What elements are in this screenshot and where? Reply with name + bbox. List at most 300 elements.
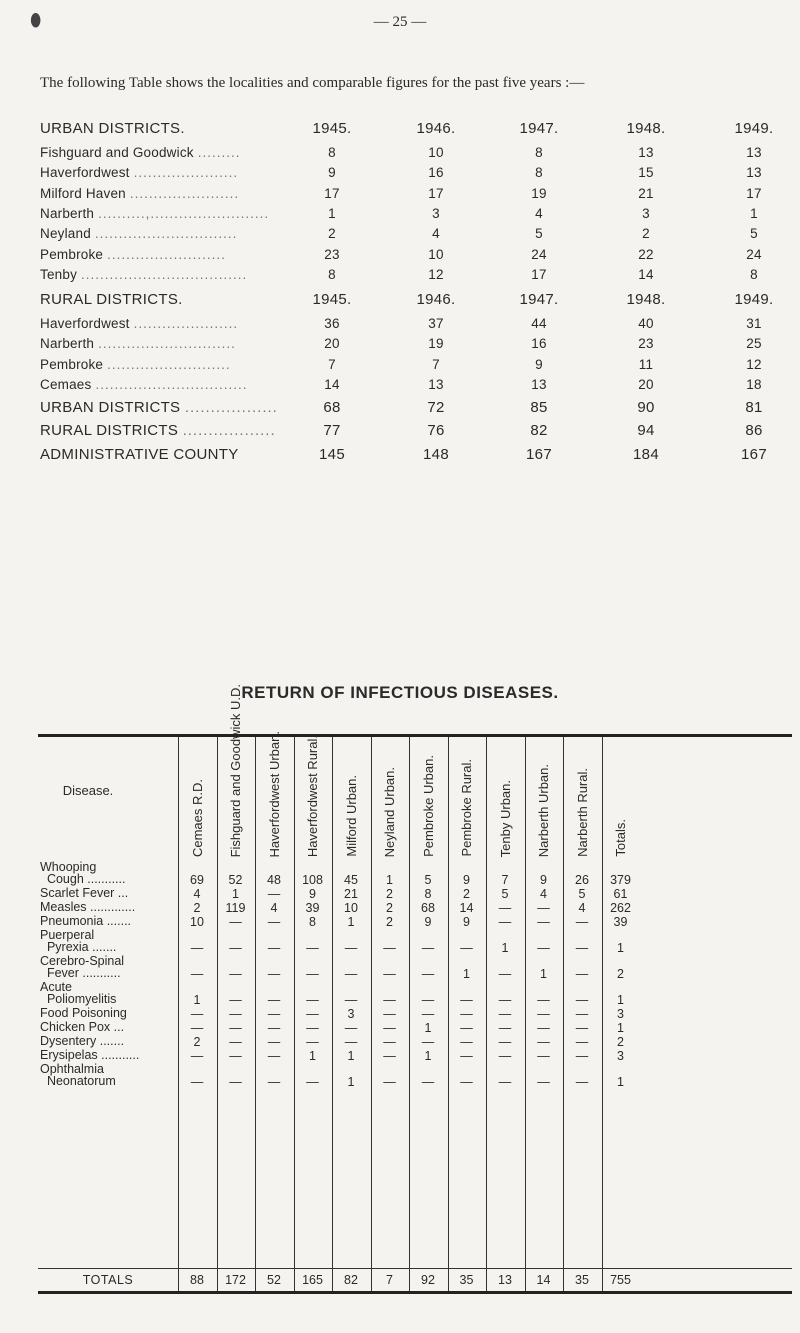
disease-cell: 1 [617,1021,624,1035]
disease-cell: — [229,1021,242,1035]
urban-row-value: 1 [328,205,336,221]
rural-row-label [40,357,340,372]
urban-row-label [40,145,340,160]
rural-row-value: 36 [324,316,340,331]
disease-cell: 10 [190,915,204,929]
urban-year-header: 1947. [519,120,559,137]
disease-cell: 1 [309,1049,316,1063]
disease-name-line: Pneumonia ....... [40,914,132,928]
disease-cell: 3 [617,1049,624,1063]
disease-cell: — [306,1021,319,1035]
disease-name [40,861,178,885]
disease-cell: 9 [463,873,470,887]
disease-cell: 108 [302,873,323,887]
disease-cell: 1 [540,967,547,981]
column-header [183,741,211,857]
rural-row-name: Haverfordwest [40,316,130,331]
disease-name-line: Neonatorum [40,1074,116,1088]
disease-cell: 379 [610,873,631,887]
column-header-label: Haverfordwest Rural. [305,734,320,857]
disease-cell: — [267,915,281,929]
disease-cell: 2 [386,901,393,915]
column-header [453,741,481,857]
disease-name-line: Pyrexia ....... [40,940,117,954]
column-header-label: Pembroke Urban. [420,755,436,857]
corner-mark: ⬮ [30,10,42,30]
urban-row-value: 3 [642,205,650,221]
disease-cell: 5 [501,887,509,901]
urban-row-value: 13 [746,165,762,181]
disease-cell: — [537,915,550,929]
disease-name [40,981,178,1005]
urban-row-value: 5 [535,226,543,242]
column-header-label: Totals. [613,819,628,857]
disease-cell: — [267,993,281,1007]
urban-row-label [40,267,340,282]
summary-row-name: URBAN DISTRICTS [40,399,181,416]
totals-cell: 172 [225,1273,246,1287]
urban-row-leader: ......... [197,145,241,160]
disease-cell: 26 [575,873,589,887]
rural-row-value: 37 [428,316,444,331]
disease-cell: 2 [386,887,393,901]
disease-cell: — [306,967,319,981]
column-header-label: Tenby Urban. [497,779,513,857]
disease-cell: — [421,1035,435,1049]
rural-row-value: 19 [428,336,444,352]
disease-cell: 1 [617,941,624,955]
disease-cell: — [460,993,473,1007]
totals-cell: 82 [344,1273,358,1287]
disease-name [40,887,178,899]
summary-row-value: 167 [526,446,552,463]
column-header [299,734,327,857]
disease-cell: — [190,1049,204,1063]
disease-name-line: Acute [40,980,72,994]
disease-name-line: Food Poisoning [40,1006,127,1020]
rural-row-name: Narberth [40,336,95,352]
summary-row-label [40,422,340,439]
disease-cell: — [344,993,358,1007]
disease-cell: 9 [463,915,470,929]
column-header [222,683,250,857]
column-header-label: Pembroke Rural. [459,759,474,857]
disease-cell: — [460,1021,473,1035]
column-header [337,741,365,857]
disease-cell: — [575,967,589,981]
disease-cell: — [344,1021,358,1035]
rural-year-header: 1947. [519,291,559,308]
disease-cell: 9 [540,873,547,887]
disease-cell: — [267,887,281,901]
urban-row-value: 13 [638,145,654,160]
disease-name [40,1049,178,1061]
rural-row-label [40,377,340,392]
urban-row-name: Milford Haven [40,185,126,201]
disease-name [40,929,178,953]
disease-cell: 8 [309,915,316,929]
totals-cell: 35 [459,1273,474,1287]
disease-name-line: Ophthalmia [40,1062,104,1076]
disease-cell: — [537,941,550,955]
rural-row-value: 14 [324,376,340,392]
urban-row-value: 15 [638,165,654,181]
disease-name-line: Poliomyelitis [40,992,117,1006]
column-header-label: Narberth Rural. [574,768,590,857]
urban-row-value: 21 [638,185,654,201]
disease-cell: — [498,901,512,915]
urban-row-value: 8 [750,266,758,282]
column-header-label: Milford Urban. [343,775,359,857]
disease-cell: — [229,1007,242,1021]
disease-cell: — [267,1021,281,1035]
disease-cell: — [344,1035,358,1049]
disease-cell: 52 [228,873,243,887]
disease-cell: — [575,1007,589,1021]
disease-cell: 39 [613,915,628,929]
disease-cell: 1 [617,993,624,1007]
rural-row-label [40,336,340,351]
rural-row-leader: ............................. [98,336,236,352]
disease-cell: — [267,967,281,981]
summary-row-value: 94 [637,422,655,439]
totals-cell: 7 [386,1273,393,1287]
totals-cell: 92 [421,1273,435,1287]
disease-cell: 4 [193,887,201,901]
rural-year-header: 1948. [626,291,666,308]
totals-cell: 13 [498,1273,512,1287]
disease-cell: — [267,1007,281,1021]
disease-cell: — [421,1007,435,1021]
disease-cell: — [383,993,396,1007]
disease-cell: — [383,1075,396,1089]
summary-row-value: 86 [745,422,763,439]
urban-row-name: Tenby [40,266,78,282]
disease-cell: 9 [309,887,316,901]
disease-cell: 3 [347,1007,355,1021]
disease-cell: 1 [347,915,355,929]
rural-row-leader: ...................... [133,316,239,331]
summary-row-leader: .................. [182,422,276,439]
disease-cell: — [498,915,512,929]
urban-row-value: 2 [328,226,336,242]
disease-cell: 61 [613,887,628,901]
urban-row-value: 19 [531,185,547,201]
totals-cell: 165 [302,1273,323,1287]
disease-cell: — [575,1021,589,1035]
disease-name [40,1035,178,1047]
rural-year-header: 1946. [416,291,456,308]
urban-row-value: 5 [750,226,758,242]
rural-row-value: 23 [638,336,654,352]
disease-cell: — [267,1049,281,1063]
disease-cell: 1 [347,1049,355,1063]
disease-cell: — [190,941,204,955]
urban-row-value: 14 [638,266,654,282]
disease-cell: — [344,941,358,955]
disease-cell: — [537,1075,550,1089]
rural-row-value: 16 [531,336,547,352]
column-header [376,741,404,857]
disease-cell: 9 [424,915,432,929]
urban-row-value: 1 [750,205,758,221]
urban-row-value: 23 [324,246,340,262]
urban-row-value: 16 [428,165,444,181]
disease-cell: — [229,1075,242,1089]
rural-row-leader: .......................... [107,356,231,372]
summary-row-label [40,446,340,463]
column-header-label: Narberth Urban. [536,763,551,857]
disease-cell: 45 [344,873,358,887]
column-header [491,741,519,857]
disease-name [40,1021,178,1033]
disease-cell: — [498,1007,512,1021]
totals-cell: 52 [267,1273,281,1287]
disease-cell: — [229,967,242,981]
urban-row-value: 13 [746,145,762,160]
rural-heading: RURAL DISTRICTS. [40,291,183,308]
summary-row-value: 184 [633,446,659,463]
disease-cell: — [537,993,550,1007]
column-header [260,730,288,857]
disease-cell: 8 [424,887,432,901]
summary-row-label [40,399,340,416]
disease-cell: — [190,1021,204,1035]
disease-cell: 1 [617,1075,624,1089]
disease-cell: — [575,915,589,929]
disease-cell: — [306,993,319,1007]
urban-row-value: 24 [531,246,547,262]
summary-row-value: 85 [530,399,548,416]
disease-name-line: Measles ............. [40,900,136,914]
rural-row-name: Pembroke [40,356,104,372]
disease-cell: — [421,941,435,955]
totals-label: TOTALS [82,1273,134,1287]
column-header-label: Neyland Urban. [382,766,397,857]
urban-row-value: 4 [535,205,543,221]
rural-row-value: 12 [746,356,762,372]
disease-cell: — [190,967,204,981]
urban-row-value: 22 [638,246,654,262]
summary-row-value: 148 [423,446,449,463]
rural-row-value: 25 [746,336,762,352]
disease-cell: 119 [225,901,246,915]
urban-year-header: 1949. [734,120,774,137]
urban-row-leader: .............................. [94,226,238,242]
disease-cell: — [267,1075,281,1089]
disease-cell: 1 [386,873,393,887]
column-header-label: Fishguard and Goodwick U.D. [228,683,243,857]
disease-cell: — [229,941,242,955]
disease-cell: — [383,1021,396,1035]
disease-name-line: Dysentery ....... [40,1034,125,1048]
urban-row-value: 10 [428,246,444,262]
rural-year-header: 1949. [734,291,774,308]
summary-row-value: 68 [323,399,341,416]
disease-cell: 68 [421,901,435,915]
disease-cell: 21 [344,887,358,901]
urban-row-value: 17 [531,266,547,282]
urban-row-label [40,206,340,221]
disease-cell: — [537,901,550,915]
disease-cell: 1 [463,967,470,981]
urban-row-label [40,247,340,262]
disease-cell: — [460,1049,473,1063]
disease-cell: 2 [386,915,393,929]
disease-cell: 4 [578,901,586,915]
disease-cell: — [498,1035,512,1049]
totals-cell: 35 [575,1273,589,1287]
disease-name-line: Erysipelas ........... [40,1048,140,1062]
disease-cell: — [575,1075,589,1089]
summary-row-name: RURAL DISTRICTS [40,422,179,439]
disease-cell: — [575,1049,589,1063]
disease-name-line: Scarlet Fever ... [40,886,129,900]
disease-cell: — [537,1021,550,1035]
rural-row-value: 31 [746,316,762,331]
disease-cell: 1 [424,1021,432,1035]
disease-cell: — [306,941,319,955]
disease-cell: — [267,941,281,955]
disease-cell: 1 [501,941,509,955]
summary-row-value: 145 [319,446,345,463]
urban-row-name: Haverfordwest [40,165,130,181]
disease-cell: — [383,1007,396,1021]
disease-cell: 2 [193,1035,201,1049]
disease-cell: 7 [501,873,509,887]
urban-row-value: 24 [746,246,762,262]
column-header-label: Cemaes R.D. [189,778,205,857]
urban-row-value: 17 [428,185,444,201]
disease-cell: — [383,1035,396,1049]
disease-cell: — [498,1049,512,1063]
disease-cell: — [229,993,242,1007]
urban-row-label [40,226,340,241]
urban-row-value: 17 [324,185,340,201]
disease-cell: — [229,915,242,929]
summary-row-value: 72 [427,399,445,416]
disease-column-header: Disease. [62,783,114,798]
disease-cell: — [306,1007,319,1021]
disease-name-line: Fever ........... [40,966,121,980]
disease-cell: 5 [578,887,586,901]
disease-cell: — [421,1075,435,1089]
urban-row-value: 8 [328,145,336,160]
rural-year-header: 1945. [312,291,352,308]
disease-cell: 2 [463,887,470,901]
summary-row-name: ADMINISTRATIVE COUNTY [40,446,239,463]
urban-row-value: 2 [642,226,650,242]
disease-name [40,1063,178,1087]
rural-row-value: 44 [531,316,547,331]
disease-cell: — [383,1049,396,1063]
urban-year-header: 1945. [312,120,352,137]
rural-row-leader: ................................ [95,376,248,392]
urban-row-value: 12 [428,266,444,282]
section-title: RETURN OF INFECTIOUS DISEASES. [241,683,559,702]
disease-name-line: Whooping [40,860,97,874]
disease-cell: — [575,1035,589,1049]
disease-cell: — [229,1035,242,1049]
totals-rule [38,1268,792,1269]
disease-cell: 48 [267,873,281,887]
disease-cell: — [537,1035,550,1049]
disease-cell: 1 [424,1049,432,1063]
disease-name-line: Cerebro-Spinal [40,954,125,968]
disease-cell: 3 [617,1007,624,1021]
disease-cell: 1 [232,887,239,901]
urban-row-value: 17 [746,185,762,201]
disease-cell: — [575,993,589,1007]
urban-row-value: 8 [535,165,543,181]
column-header [568,741,596,857]
disease-cell: — [498,993,512,1007]
disease-cell: — [537,1007,550,1021]
urban-row-name: Neyland [40,226,91,242]
urban-year-header: 1946. [416,120,456,137]
rural-row-value: 13 [428,376,444,392]
urban-row-leader: ................................... [80,266,248,282]
urban-row-leader: ......................... [107,246,226,262]
summary-row-value: 90 [637,399,655,416]
disease-cell: — [344,967,358,981]
disease-cell: 262 [610,901,631,915]
column-header [607,741,635,857]
summary-row-value: 81 [745,399,763,416]
disease-cell: — [421,967,435,981]
rural-row-value: 20 [638,376,654,392]
urban-row-leader: ....................... [129,185,240,201]
page-number: — 25 — [373,14,427,30]
summary-row-leader: .................. [184,399,278,416]
disease-cell: — [383,967,396,981]
disease-cell: — [267,1035,281,1049]
urban-row-value: 9 [328,165,336,181]
disease-cell: 39 [305,901,320,915]
urban-row-value: 4 [432,226,440,242]
rural-row-value: 7 [328,356,336,372]
summary-row-value: 82 [530,422,548,439]
rural-row-value: 18 [746,376,762,392]
column-header [530,741,558,857]
disease-cell: — [229,1049,242,1063]
urban-row-value: 8 [535,145,543,160]
disease-cell: — [306,1035,319,1049]
disease-cell: — [383,941,396,955]
urban-row-name: Narberth [40,205,95,221]
totals-cell: 14 [536,1273,551,1287]
disease-name-line: Chicken Pox ... [40,1020,125,1034]
disease-cell: 4 [540,887,547,901]
disease-cell: 1 [193,993,201,1007]
rural-row-value: 20 [324,336,340,352]
disease-cell: 4 [270,901,278,915]
disease-cell: — [460,1007,473,1021]
disease-name [40,915,178,927]
column-header [414,741,442,857]
disease-cell: — [498,967,512,981]
intro-paragraph: The following Table shows the localities and comparable figures for the past five years :— [40,75,585,91]
summary-row-value: 76 [427,422,445,439]
rural-row-value: 9 [535,356,543,372]
disease-cell: 14 [459,901,474,915]
disease-cell: 69 [190,873,204,887]
summary-row-value: 77 [323,422,341,439]
disease-cell: — [537,1049,550,1063]
disease-cell: — [190,1075,204,1089]
rural-row-value: 40 [638,316,654,331]
rural-row-value: 7 [432,356,440,372]
